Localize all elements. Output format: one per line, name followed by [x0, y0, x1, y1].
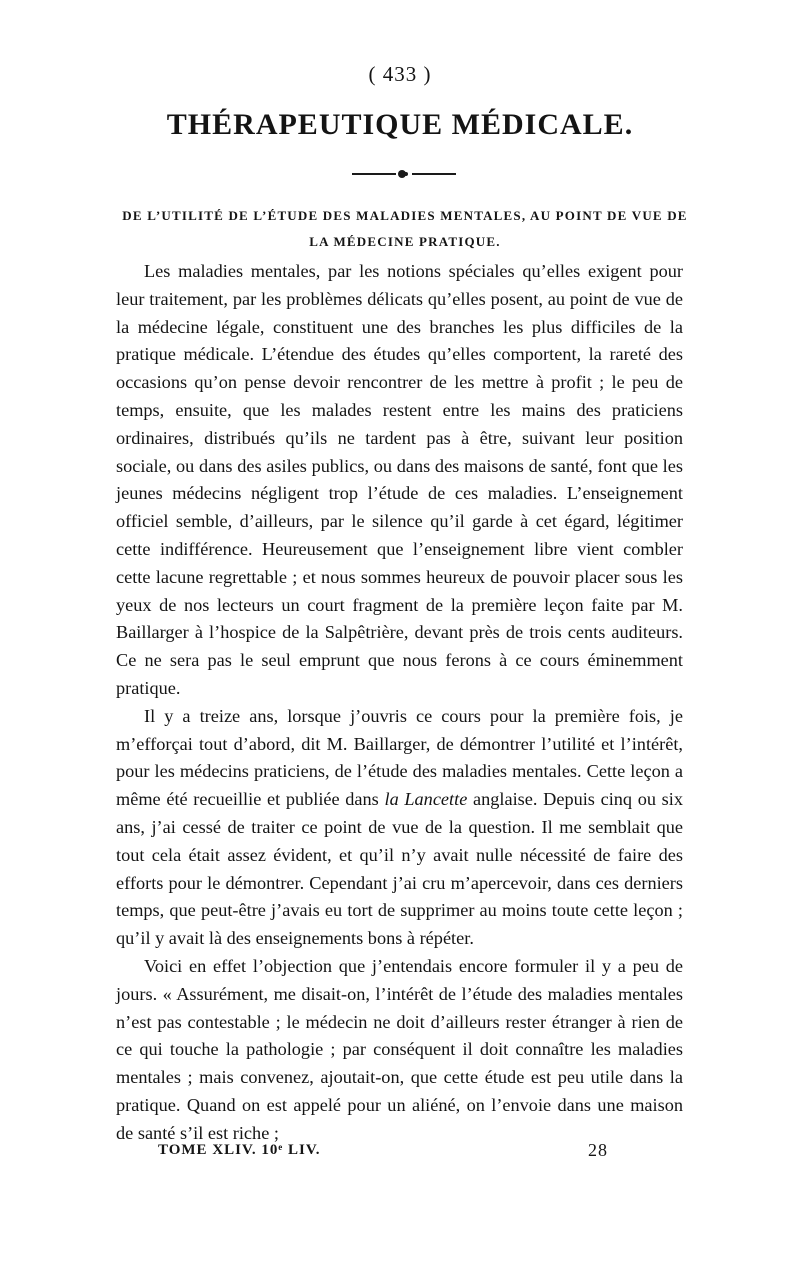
ornament-divider: [352, 170, 456, 178]
paragraph-1: Les maladies mentales, par les notions spéciales qu’elles exigent pour leur traitement, par les problèmes délicats qu’elles posent, au point de vue de la médecine légale, constituent une des branches les plus difficiles de la pratique médicale. L’étendue des études qu’elles comportent, la rareté des occasions qu’on pense devoir rencontrer de les mettre à profit ; le peu de temps, ensuite, que les malades restent entre les mains des praticiens ordinaires, distribués qu’ils ne tardent pas à être, suivant leur position sociale, ou dans des asiles publics, ou dans des maisons de santé, font que les jeunes médecins négligent trop l’étude de ces maladies. L’enseignement officiel semble, d’ailleurs, par le silence qu’il garde à cet égard, légitimer cette indifférence. Heureusement que l’enseignement libre vient combler cette lacune regrettable ; et nous sommes heureux de pouvoir placer sous les yeux de nos lecteurs un court fragment de la première leçon faite par M. Baillarger à l’hospice de la Salpêtrière, devant près de trois cents auditeurs. Ce ne sera pas le seul emprunt que nous ferons à ce cours éminemment pratique.: [116, 261, 683, 698]
signature-number: 28: [588, 1140, 608, 1160]
article-body: [116, 258, 683, 1148]
paragraph-2: [116, 703, 683, 953]
page-footer: [158, 1142, 608, 1159]
article-heading: DE L’UTILITÉ DE L’ÉTUDE DES MALADIES MENTALES, AU POINT DE VUE DE LA MÉDECINE PRATIQUE.: [122, 208, 688, 249]
volume-label: TOME XLIV. 10ᵉ LIV.: [158, 1142, 321, 1158]
paragraph-2-text: Il y a treize ans, lorsque j’ouvris ce cours pour la première fois, je m’efforçai tout d’abord, dit M. Baillarger, de démontrer l’utilité et l’intérêt, pour les médecins praticiens, de l’étude des maladies mentales. Cette leçon a même été recueillie et publiée dans: [116, 705, 683, 810]
paragraph-2-continued: anglaise. Depuis cinq ou six ans, j’ai cessé de traiter ce point de vue de la question. Il me semblait que tout cela était assez évident, et qu’il n’y avait nulle nécessité de faire des efforts pour le démontrer. Cependant j’ai cru m’apercevoir, dans ces derniers temps, que peut-être j’avais eu tort de supprimer au moins toute cette leçon ; qu’il y avait là des enseignements bons à répéter.: [116, 789, 683, 949]
journal-title: la Lancette: [384, 789, 468, 810]
section-title: THÉRAPEUTIQUE MÉDICALE.: [166, 108, 634, 141]
paragraph-3: Voici en effet l’objection que j’entendais encore formuler il y a peu de jours. « Assurément, me disait-on, l’intérêt de l’étude des maladies mentales n’est pas contestable ; le médecin ne doit d’ailleurs rester étranger à rien de ce qui touche la pathologie ; par conséquent il doit connaître les maladies mentales ; mais convenez, ajoutait-on, que cette étude est peu utile dans la pratique. Quand on est appelé pour un aliéné, on l’envoie dans une maison de santé s’il est riche ;: [116, 955, 683, 1143]
page-number: ( 433 ): [368, 62, 432, 86]
